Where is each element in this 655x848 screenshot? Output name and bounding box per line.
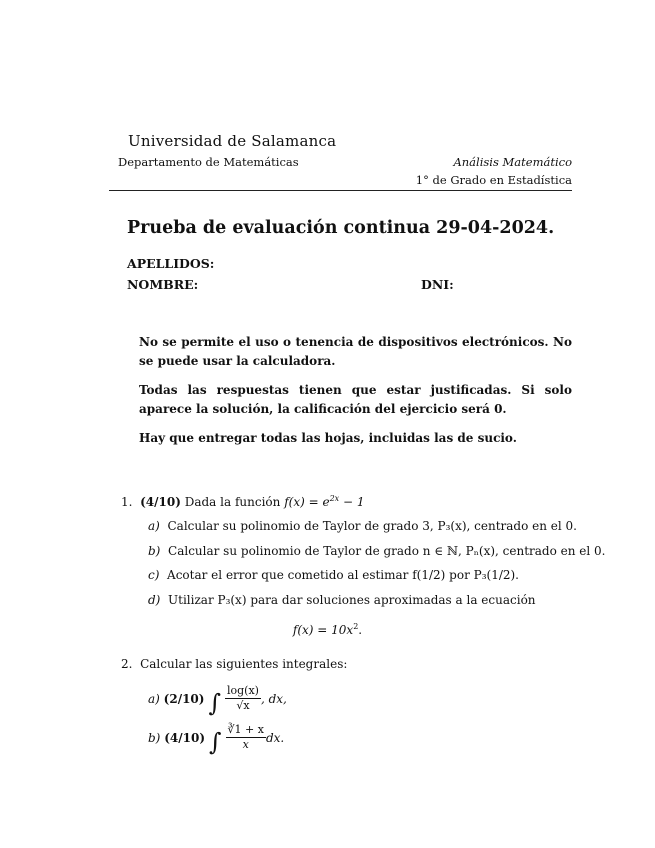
dni-label: DNI: xyxy=(421,277,454,292)
part-label: c) xyxy=(148,568,160,582)
department-name: Departamento de Matemáticas xyxy=(118,155,299,169)
notice-sheets: Hay que entregar todas las hojas, incluidas las de sucio. xyxy=(139,431,517,445)
part-label: a) xyxy=(148,519,160,533)
question-1-part-d xyxy=(148,592,536,608)
degree-year: 1° de Grado en Estadística xyxy=(415,173,572,187)
integrand-fraction xyxy=(225,684,261,713)
header-divider xyxy=(109,190,572,191)
integrand-denominator: x xyxy=(242,738,249,751)
question-1 xyxy=(121,491,365,510)
part-label: d) xyxy=(148,593,161,607)
part-points: (2/10) xyxy=(163,691,205,706)
integrand-numerator: log(x) xyxy=(226,684,259,697)
part-text: Calcular su polinomio de Taylor de grado n ∈ ℕ, Pₙ(x), centrado en el 0. xyxy=(168,544,606,558)
equation-display xyxy=(0,622,655,637)
part-text: Acotar el error que cometido al estimar f(1/2) por P₃(1/2). xyxy=(167,568,519,582)
part-text: Calcular su polinomio de Taylor de grado 3, P₃(x), centrado en el 0. xyxy=(167,519,577,533)
integrand-denominator: √x xyxy=(236,699,250,712)
question-text: Dada la función xyxy=(184,495,281,509)
question-1-part-c xyxy=(148,567,519,583)
integral-a xyxy=(148,684,287,717)
part-text: Utilizar P₃(x) para dar soluciones aproximadas a la ecuación xyxy=(168,593,536,607)
question-number: 2. xyxy=(121,657,133,671)
question-2 xyxy=(121,656,347,672)
integrand-fraction xyxy=(226,723,266,752)
part-label: b) xyxy=(148,730,161,745)
question-1-part-b xyxy=(148,543,605,559)
course-name: Análisis Matemático xyxy=(453,155,572,169)
apellidos-label: APELLIDOS: xyxy=(127,256,215,271)
equation-lhs: f(x) = 10x xyxy=(292,623,354,637)
university-name: Universidad de Salamanca xyxy=(128,132,337,150)
question-points: (4/10) xyxy=(140,495,181,509)
question-text: Calcular las siguientes integrales: xyxy=(140,657,348,671)
integral-tail: dx. xyxy=(265,730,285,745)
notice-justify: Todas las respuestas tienen que estar justificadas. Si solo aparece la solución, la calificación del ejercicio será 0. xyxy=(139,383,572,416)
notice-devices: No se permite el uso o tenencia de dispositivos electrónicos. No se puede usar la calculadora. xyxy=(139,335,572,368)
integral-sign: ∫ xyxy=(208,688,221,717)
function-definition: $f(x) = e^{2x} - 1$ xyxy=(284,494,365,509)
part-points: (4/10) xyxy=(164,730,205,745)
part-label: a) xyxy=(148,691,160,706)
exam-title: Prueba de evaluación continua 29-04-2024. xyxy=(127,218,555,238)
integral-sign: ∫ xyxy=(209,727,222,756)
integrand-numerator: ∛1 + x xyxy=(227,723,264,736)
equation-exponent: 2 xyxy=(353,622,359,631)
question-number: 1. xyxy=(121,495,133,509)
equation-end: . xyxy=(358,623,363,637)
part-label: b) xyxy=(148,544,161,558)
nombre-label: NOMBRE: xyxy=(127,277,199,292)
integral-b xyxy=(148,723,285,756)
integral-tail: , dx, xyxy=(260,691,287,706)
question-1-part-a xyxy=(148,518,577,534)
